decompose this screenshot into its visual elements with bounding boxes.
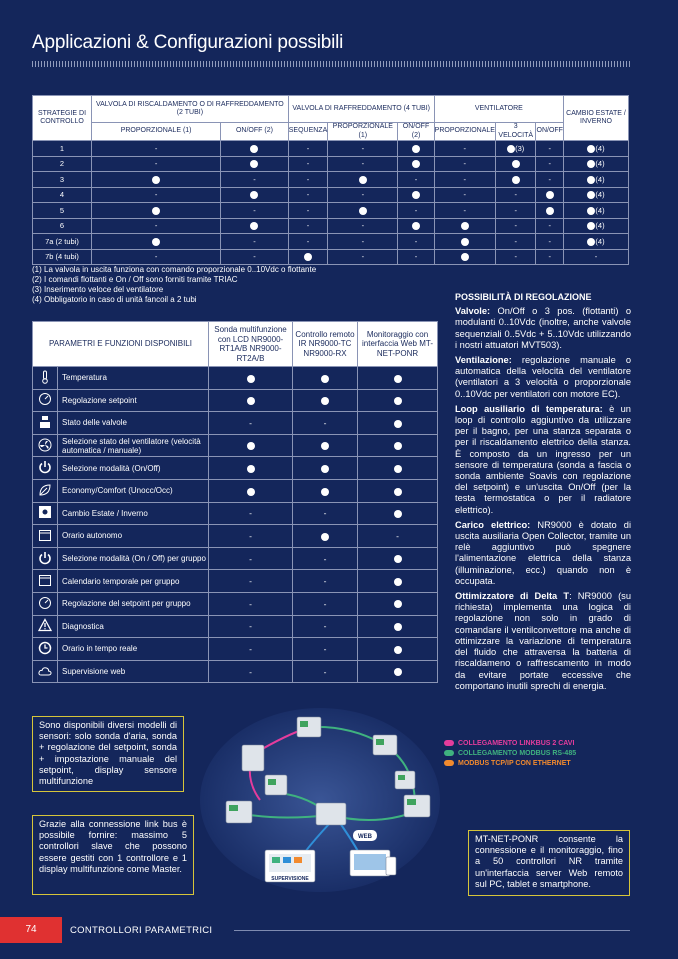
- table-row: [33, 570, 438, 593]
- table-row: [33, 141, 629, 157]
- table-cell: -: [288, 141, 328, 157]
- footer-divider: [234, 930, 630, 931]
- table-cell: [293, 434, 358, 457]
- footnote-ref: (3): [515, 143, 525, 153]
- table-cell: -: [209, 638, 293, 661]
- table-row: [33, 592, 438, 615]
- strategy-label: 3: [33, 172, 92, 188]
- table-cell: -: [288, 156, 328, 172]
- ventilation-text: regolazione manuale o automatica della velocità del ventilatore (ventilatori a 3 velocità o proporzionale 0..10Vdc per ventilatori con motore EC).: [455, 355, 631, 399]
- check-dot: [394, 510, 402, 518]
- sub-header: 3 VELOCITÀ: [495, 123, 536, 141]
- sub-header: PROPORZIONALE (1): [92, 123, 221, 141]
- table-cell: [221, 141, 289, 157]
- legend-item: [444, 759, 576, 769]
- check-dot: [321, 533, 329, 541]
- param-label: Supervisione web: [58, 660, 209, 683]
- table-cell: [434, 249, 495, 265]
- electric-load-text: NR9000 è dotato di uscita ausiliaria Open Collector, tramite un relè aggiuntivo può spegnere l'alimentazione elettrica della stanza (illuminazione, ecc.) quando non è occupata.: [455, 519, 632, 586]
- check-dot: [304, 253, 312, 261]
- table-row: [33, 172, 629, 188]
- check-dot: [321, 488, 329, 496]
- check-dot: [250, 145, 258, 153]
- table-cell: -: [495, 218, 536, 234]
- table-cell: [221, 156, 289, 172]
- table-cell: [358, 638, 438, 661]
- col-fan: VENTILATORE: [434, 96, 563, 123]
- table-cell: -: [434, 141, 495, 157]
- calendar-icon: [33, 525, 58, 548]
- check-dot: [394, 668, 402, 676]
- table-cell: [564, 187, 629, 203]
- table-cell: -: [293, 570, 358, 593]
- table-cell: -: [328, 141, 398, 157]
- table-cell: -: [398, 203, 434, 219]
- note: (4) Obbligatorio in caso di unità fancoil a 2 tubi: [32, 295, 197, 304]
- table-cell: -: [495, 234, 536, 250]
- footnote-ref: (4): [595, 236, 605, 246]
- col-season: CAMBIO ESTATE / INVERNO: [564, 96, 629, 141]
- table-cell: [358, 547, 438, 570]
- table-cell: -: [398, 172, 434, 188]
- table-row: [33, 234, 629, 250]
- header-lcd: Sonda multifunzione con LCD NR9000-RT1A/B NR9000-RT2A/B: [209, 322, 293, 367]
- table-cell: [328, 172, 398, 188]
- note: (1) La valvola in uscita funziona con comando proporzionale 0..10Vdc o flottante: [32, 265, 317, 274]
- check-dot: [546, 207, 554, 215]
- check-dot: [250, 222, 258, 230]
- table-cell: [293, 525, 358, 548]
- col-strategy: STRATEGIE DI CONTROLLO: [33, 96, 92, 141]
- check-dot: [461, 222, 469, 230]
- table-row: [33, 187, 629, 203]
- table-cell: -: [328, 234, 398, 250]
- table-cell: [358, 389, 438, 412]
- table-row: [33, 249, 629, 265]
- table-cell: -: [398, 249, 434, 265]
- table-cell: [293, 479, 358, 502]
- check-dot: [546, 191, 554, 199]
- param-label: Orario autonomo: [58, 525, 209, 548]
- table-cell: -: [92, 187, 221, 203]
- strategy-label: 4: [33, 187, 92, 203]
- aux-loop-text: è un loop di controllo aggiuntivo da utilizzare per il bagno, per una stanza separata o per il riscaldamento elettrico della stanza. È composto da un ingresso per un sensore di temperatura (sonda a fascia o sonda ambiente Soavis con regolazione del setpoint) e un'uscita On/Off (per la testa termostatica o per il radiatore elettrico).: [455, 403, 631, 515]
- table-cell: -: [293, 660, 358, 683]
- valves-text: On/Off o 3 pos. (flottanti) o modulanti 0..10Vdc (inoltre, anche valvole sequenziali 0..5Vdc + 5..10Vdc utilizzando i nostri attuatori MVT503).: [455, 306, 631, 350]
- param-label: Cambio Estate / Inverno: [58, 502, 209, 525]
- table-cell: -: [209, 615, 293, 638]
- param-label: Economy/Comfort (Unocc/Occ): [58, 479, 209, 502]
- section-title: CONTROLLORI PARAMETRICI: [70, 925, 213, 936]
- table-cell: [209, 457, 293, 480]
- dial-icon: [33, 592, 58, 615]
- col-heating: VALVOLA DI RISCALDAMENTO O DI RAFFREDDAMENTO (2 TUBI): [92, 96, 289, 123]
- table-cell: -: [536, 156, 564, 172]
- strategy-label: 2: [33, 156, 92, 172]
- check-dot: [247, 397, 255, 405]
- check-dot: [152, 238, 160, 246]
- table-cell: -: [288, 218, 328, 234]
- check-dot: [461, 253, 469, 261]
- clock-icon: [33, 638, 58, 661]
- param-label: Regolazione del setpoint per gruppo: [58, 592, 209, 615]
- param-label: Selezione modalità (On / Off) per gruppo: [58, 547, 209, 570]
- param-label: Orario in tempo reale: [58, 638, 209, 661]
- connection-legend: [444, 739, 576, 769]
- check-dot: [512, 176, 520, 184]
- header-ir: Controllo remoto IR NR9000-TC NR9000-RX: [293, 322, 358, 367]
- table-cell: -: [536, 249, 564, 265]
- check-dot: [412, 145, 420, 153]
- check-dot: [394, 375, 402, 383]
- strategy-label: 7b (4 tubi): [33, 249, 92, 265]
- table-cell: [358, 367, 438, 390]
- table-row: [33, 218, 629, 234]
- table-cell: -: [288, 187, 328, 203]
- thermometer-icon: [33, 367, 58, 390]
- table-cell: [293, 367, 358, 390]
- web-label: WEB: [358, 834, 372, 840]
- check-dot: [247, 488, 255, 496]
- footnote-ref: (4): [595, 190, 605, 200]
- param-label: Temperatura: [58, 367, 209, 390]
- check-dot: [394, 465, 402, 473]
- check-dot: [247, 375, 255, 383]
- table-cell: -: [293, 412, 358, 435]
- header-web: Monitoraggio con interfaccia Web MT-NET-PONR: [358, 322, 438, 367]
- table-cell: -: [209, 525, 293, 548]
- check-dot: [412, 191, 420, 199]
- strategy-label: 5: [33, 203, 92, 219]
- table-row: [33, 660, 438, 683]
- configuration-table: [32, 95, 629, 265]
- legend-label: COLLEGAMENTO LINKBUS 2 CAVI: [458, 740, 575, 747]
- check-dot: [394, 578, 402, 586]
- table-cell: [92, 203, 221, 219]
- leaf-icon: [33, 479, 58, 502]
- check-dot: [394, 646, 402, 654]
- legend-item: [444, 749, 576, 759]
- table-row: [33, 389, 438, 412]
- table-cell: -: [398, 234, 434, 250]
- table-cell: [293, 389, 358, 412]
- power-icon: [33, 547, 58, 570]
- check-dot: [250, 191, 258, 199]
- web-callout: MT-NET-PONR consente la connessione e il monitoraggio, fino a 50 controllori NR tramite un'interfaccia server Web remoto sul PC, tablet e smartphone.: [468, 830, 630, 896]
- table-cell: -: [288, 172, 328, 188]
- footnote-ref: (4): [595, 221, 605, 231]
- table-row: [33, 547, 438, 570]
- power-icon: [33, 457, 58, 480]
- table-cell: -: [288, 203, 328, 219]
- legend-label: COLLEGAMENTO MODBUS RS-485: [458, 750, 577, 757]
- table-cell: -: [495, 249, 536, 265]
- table-cell: -: [92, 249, 221, 265]
- table-row: [33, 479, 438, 502]
- col-cooling: VALVOLA DI RAFFREDDAMENTO (4 TUBI): [288, 96, 434, 123]
- table-cell: [288, 249, 328, 265]
- sub-header: ON/OFF (2): [398, 123, 434, 141]
- table-cell: -: [92, 156, 221, 172]
- electric-load-title: Carico elettrico:: [455, 519, 531, 530]
- check-dot: [461, 238, 469, 246]
- table-cell: -: [495, 187, 536, 203]
- check-dot: [250, 160, 258, 168]
- valve-icon: [33, 412, 58, 435]
- table-row: [33, 156, 629, 172]
- table-cell: -: [221, 203, 289, 219]
- table-cell: -: [209, 547, 293, 570]
- table-row: [33, 638, 438, 661]
- strategy-label: 6: [33, 218, 92, 234]
- check-dot: [394, 555, 402, 563]
- table-cell: -: [293, 638, 358, 661]
- table-cell: -: [434, 156, 495, 172]
- table-cell: -: [293, 502, 358, 525]
- fan-icon: [33, 434, 58, 457]
- table-cell: [209, 367, 293, 390]
- check-dot: [247, 442, 255, 450]
- table-cell: [221, 218, 289, 234]
- regulation-heading: POSSIBILITÀ DI REGOLAZIONE: [455, 292, 592, 302]
- table-cell: [564, 172, 629, 188]
- check-dot: [394, 600, 402, 608]
- table-row: [33, 203, 629, 219]
- param-label: Selezione modalità (On/Off): [58, 457, 209, 480]
- table-row: [33, 525, 438, 548]
- table-cell: [209, 434, 293, 457]
- check-dot: [394, 488, 402, 496]
- table-cell: [358, 592, 438, 615]
- check-dot: [359, 176, 367, 184]
- title-underline: [32, 61, 630, 67]
- footnote-ref: (4): [595, 159, 605, 169]
- dial-icon: [33, 389, 58, 412]
- table-cell: [209, 389, 293, 412]
- table-cell: [564, 234, 629, 250]
- table-cell: [564, 141, 629, 157]
- devices-icon: [350, 850, 396, 876]
- table-cell: [495, 172, 536, 188]
- footnote-ref: (4): [595, 174, 605, 184]
- table-cell: -: [536, 141, 564, 157]
- sun-snow-icon: [33, 502, 58, 525]
- table-cell: [536, 203, 564, 219]
- regulation-section: [455, 292, 631, 696]
- table-cell: -: [209, 502, 293, 525]
- table-cell: -: [536, 218, 564, 234]
- param-label: Calendario temporale per gruppo: [58, 570, 209, 593]
- check-dot: [321, 442, 329, 450]
- param-label: Regolazione setpoint: [58, 389, 209, 412]
- check-dot: [412, 160, 420, 168]
- table-cell: -: [293, 615, 358, 638]
- table-cell: [92, 172, 221, 188]
- check-dot: [321, 375, 329, 383]
- table-cell: -: [92, 218, 221, 234]
- check-dot: [152, 176, 160, 184]
- ventilation-title: Ventilazione:: [455, 355, 512, 366]
- param-label: Stato delle valvole: [58, 412, 209, 435]
- legend-label: MODBUS TCP/IP CON ETHERNET: [458, 760, 571, 767]
- check-dot: [247, 465, 255, 473]
- table-cell: -: [564, 249, 629, 265]
- check-dot: [359, 207, 367, 215]
- table-cell: [358, 570, 438, 593]
- calendar-icon: [33, 570, 58, 593]
- table-cell: [358, 412, 438, 435]
- param-label: Diagnostica: [58, 615, 209, 638]
- table-cell: [221, 187, 289, 203]
- supervision-label: SUPERVISIONE: [271, 876, 309, 882]
- cloud-icon: [33, 660, 58, 683]
- check-dot: [394, 420, 402, 428]
- check-dot: [507, 145, 515, 153]
- note: (3) Inserimento veloce del ventilatore: [32, 285, 164, 294]
- strategy-label: 1: [33, 141, 92, 157]
- table-row: [33, 434, 438, 457]
- page-title: Applicazioni & Configurazioni possibili: [32, 32, 344, 53]
- table-cell: -: [495, 203, 536, 219]
- table-cell: [564, 218, 629, 234]
- sub-header: ON/OFF: [536, 123, 564, 141]
- delta-t-title: Ottimizzatore di Delta T: [455, 591, 570, 602]
- table-cell: -: [358, 525, 438, 548]
- table-cell: [398, 156, 434, 172]
- valves-title: Valvole:: [455, 306, 491, 317]
- table-cell: -: [288, 234, 328, 250]
- table-cell: [358, 660, 438, 683]
- footnote-ref: (4): [595, 205, 605, 215]
- table-cell: -: [221, 249, 289, 265]
- table-cell: [358, 457, 438, 480]
- table-cell: -: [328, 156, 398, 172]
- note: (2) I comandi flottanti e On / Off sono forniti tramite TRIAC: [32, 275, 238, 284]
- aux-loop-title: Loop ausiliario di temperatura:: [455, 403, 603, 414]
- table-cell: [358, 479, 438, 502]
- table-cell: -: [328, 218, 398, 234]
- parameters-table: [32, 321, 438, 683]
- table-cell: -: [209, 412, 293, 435]
- table-cell: [564, 203, 629, 219]
- table-cell: [209, 479, 293, 502]
- table-cell: [564, 156, 629, 172]
- table-cell: -: [293, 592, 358, 615]
- sub-header: PROPORZIONALE: [434, 123, 495, 141]
- table-cell: [398, 218, 434, 234]
- table-cell: [398, 141, 434, 157]
- table-cell: -: [92, 141, 221, 157]
- table-cell: [92, 234, 221, 250]
- check-dot: [394, 442, 402, 450]
- table-cell: [434, 234, 495, 250]
- sub-header: PROPORZIONALE (1): [328, 123, 398, 141]
- table-row: [33, 615, 438, 638]
- table-cell: [358, 615, 438, 638]
- supervision-screen: [265, 850, 315, 882]
- check-dot: [394, 623, 402, 631]
- table-cell: -: [209, 592, 293, 615]
- table-cell: [495, 156, 536, 172]
- check-dot: [321, 465, 329, 473]
- web-badge: [353, 830, 377, 841]
- footnote-ref: (4): [595, 143, 605, 153]
- legend-item: [444, 739, 576, 749]
- table-row: [33, 412, 438, 435]
- table-cell: -: [434, 187, 495, 203]
- param-label: Selezione stato del ventilatore (velocità automatica / manuale): [58, 434, 209, 457]
- page-number: 74: [0, 917, 62, 943]
- models-callout: Sono disponibili diversi modelli di sensori: solo sonda d'aria, sonda + regolazione del setpoint, sonda + impostazione manuale del setpoint, display sensore multifunzione: [32, 716, 184, 792]
- table-cell: [328, 203, 398, 219]
- table-cell: -: [293, 547, 358, 570]
- table-row: [33, 502, 438, 525]
- table-cell: [358, 434, 438, 457]
- check-dot: [394, 397, 402, 405]
- table-row: [33, 367, 438, 390]
- table-cell: -: [209, 660, 293, 683]
- header-params: PARAMETRI E FUNZIONI DISPONIBILI: [33, 322, 209, 367]
- table-cell: -: [221, 172, 289, 188]
- table-row: [33, 457, 438, 480]
- table-cell: [398, 187, 434, 203]
- sub-header: ON/OFF (2): [221, 123, 289, 141]
- warning-icon: [33, 615, 58, 638]
- table-cell: [434, 218, 495, 234]
- table-cell: -: [536, 234, 564, 250]
- table-cell: -: [328, 249, 398, 265]
- strategy-label: 7a (2 tubi): [33, 234, 92, 250]
- table-cell: [495, 141, 536, 157]
- footnotes: [32, 265, 316, 305]
- table-cell: [293, 457, 358, 480]
- linkbus-callout: Grazie alla connessione link bus è possibile fornire: massimo 5 controllori slave che possono essere gestiti con 1 controllore e 1 display multifunzione come Master.: [32, 815, 194, 895]
- table-cell: -: [536, 172, 564, 188]
- table-cell: -: [434, 172, 495, 188]
- table-cell: -: [434, 203, 495, 219]
- sub-header: SEQUENZA: [288, 123, 328, 141]
- delta-t-text: : NR9000 (su richiesta) implementa una logica di regolazione non solo in grado di comandare il ventilconvettore ma anche di ottimizzare la variazione di temperatura del fluido che attraversa la batteria di riscaldameno o raffrescamento in modo da evitare portate eccessive che comportano inutili sprechi di energia.: [455, 591, 631, 691]
- table-cell: [536, 187, 564, 203]
- table-cell: -: [221, 234, 289, 250]
- check-dot: [321, 397, 329, 405]
- table-cell: -: [209, 570, 293, 593]
- network-diagram: [190, 705, 460, 905]
- check-dot: [152, 207, 160, 215]
- table-cell: -: [328, 187, 398, 203]
- table-cell: [358, 502, 438, 525]
- check-dot: [412, 222, 420, 230]
- check-dot: [512, 160, 520, 168]
